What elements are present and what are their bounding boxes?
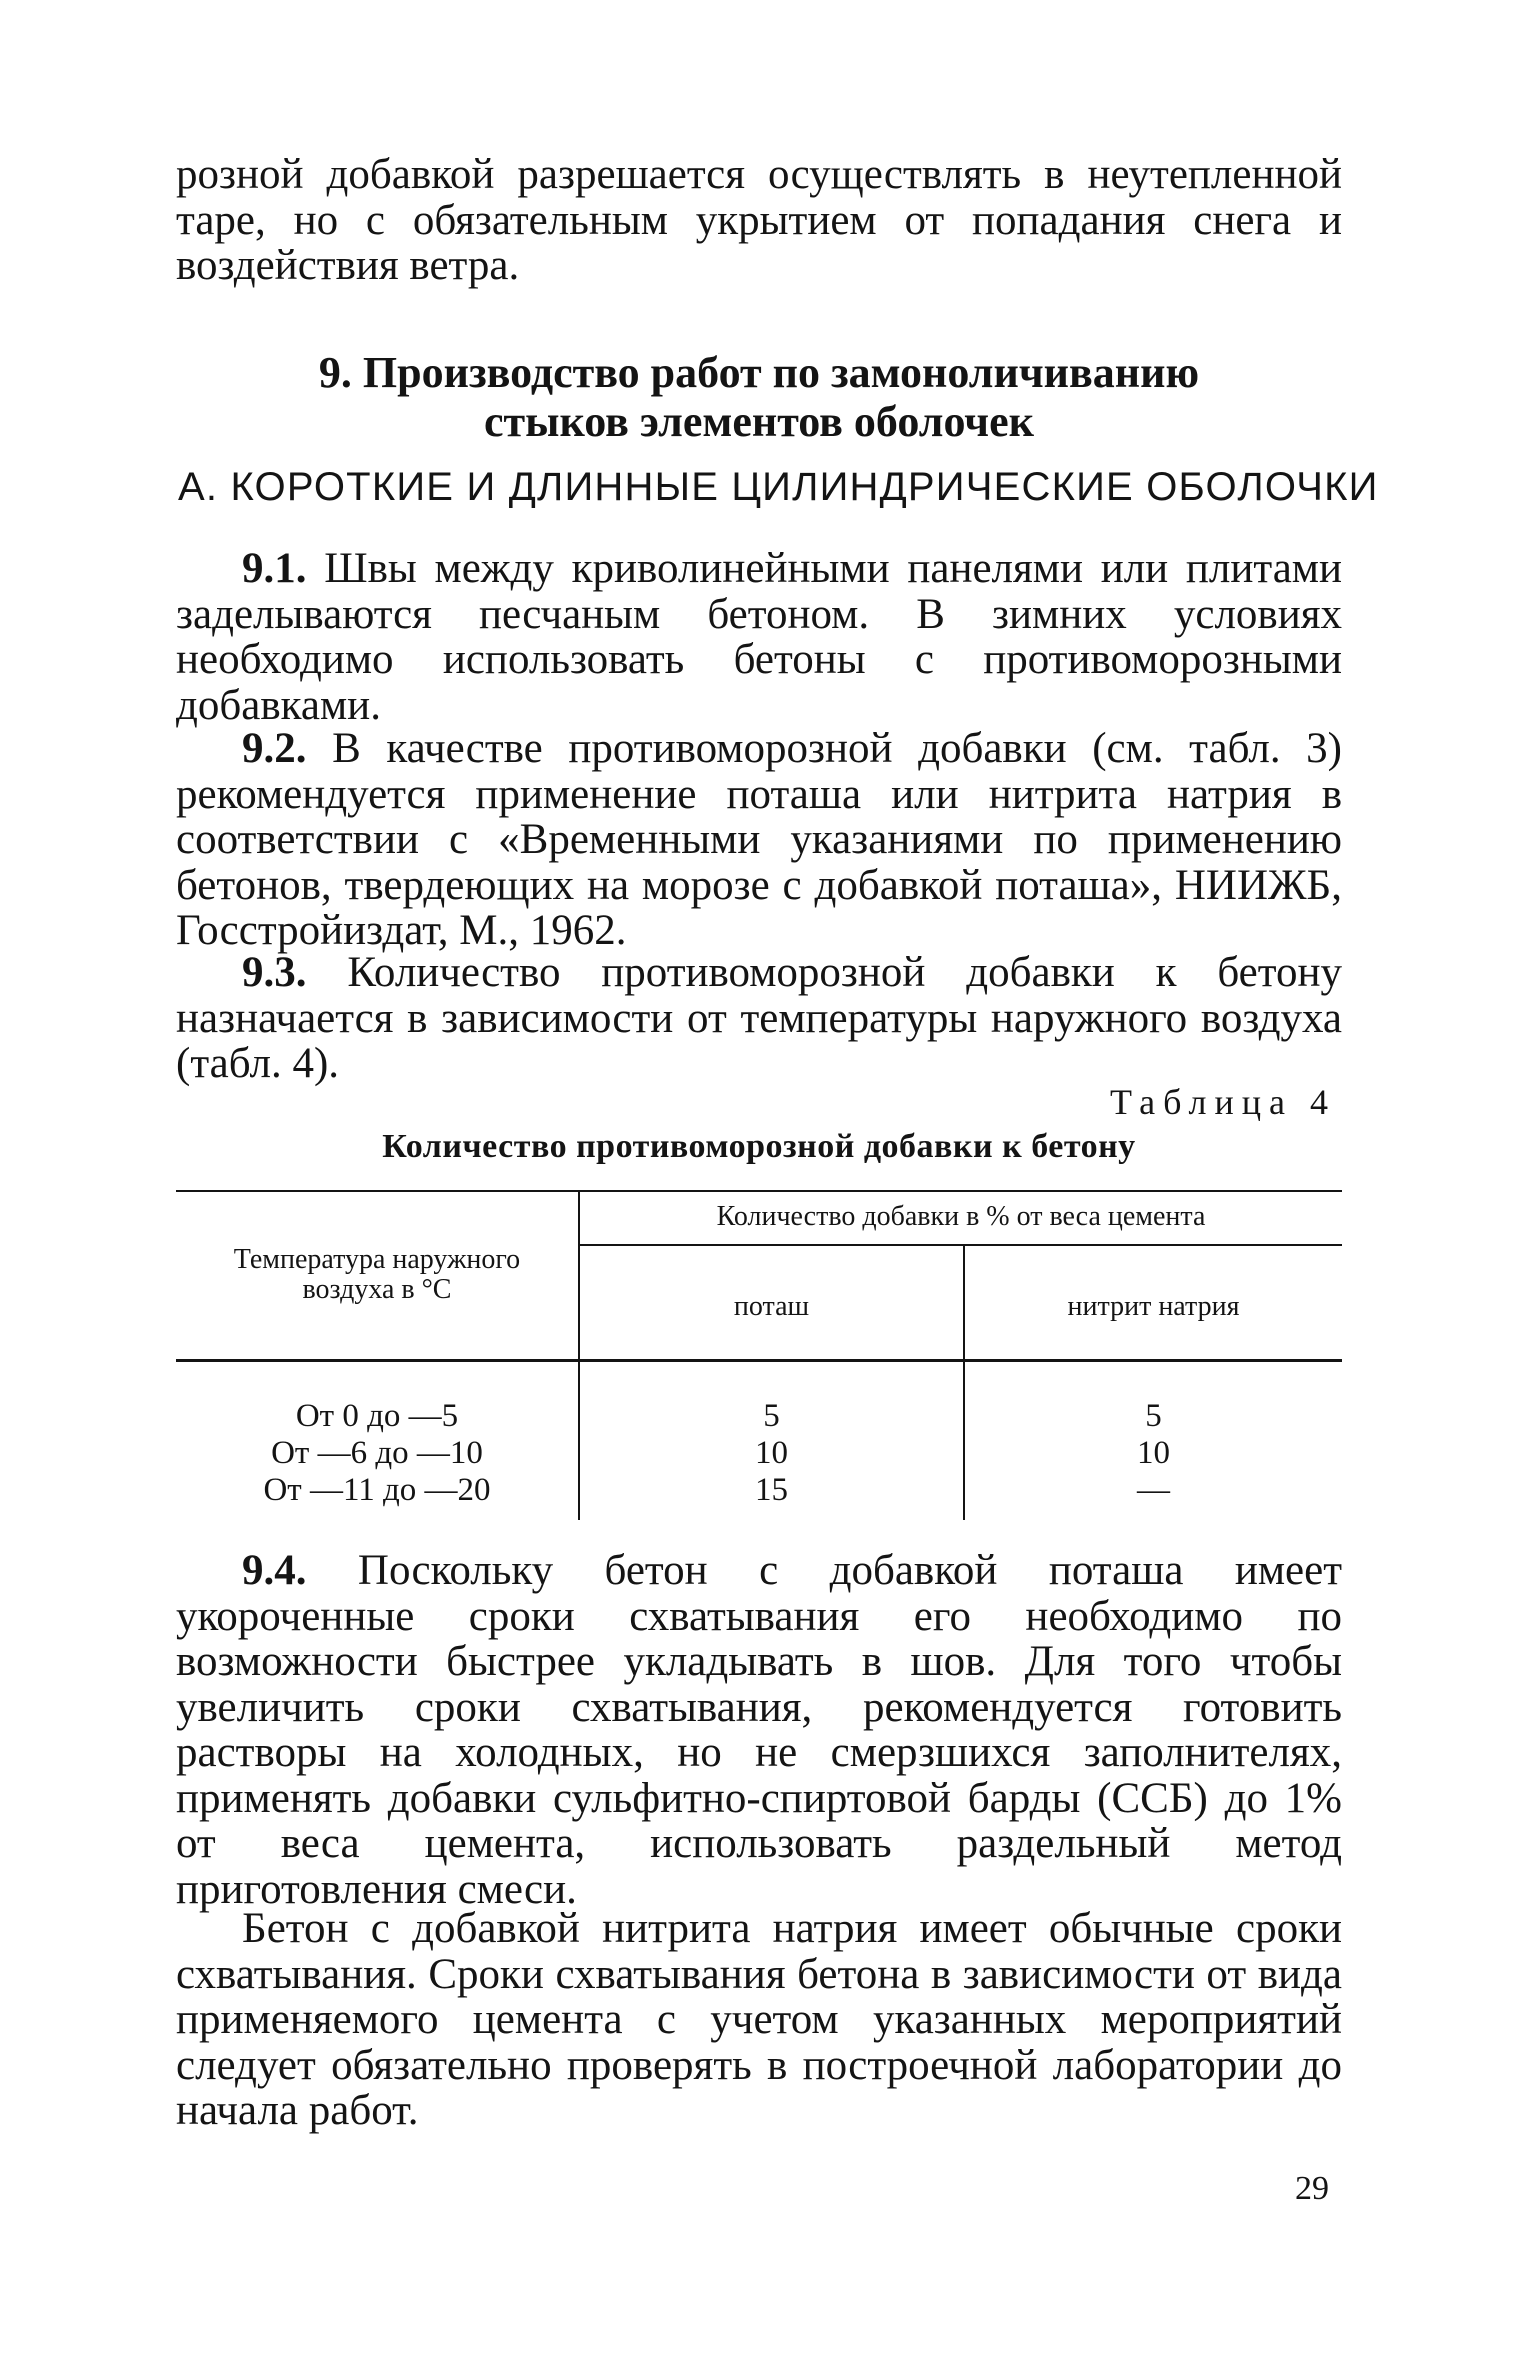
paragraph-number: 9.4. — [242, 1547, 307, 1594]
additive-table — [176, 1190, 1342, 1520]
table-row-temp: От —6 до —10 — [271, 1435, 483, 1471]
paragraph-text: Поскольку бетон с добавкой поташа имеет укороченные сроки схватывания его необходимо по возможности быстрее укладывать в шов. Для того чтобы увеличить сроки схватывания, рекомендуется готовить растворы на холодных, но не смерзшихся заполнителях, применять добавки сульфитно-спиртовой барды (ССБ) до 1% от веса цемента, использовать раздельный метод приготовления смеси. — [176, 1547, 1343, 1913]
table-row-temp: От —11 до —20 — [263, 1472, 491, 1508]
table-row-potash: 15 — [755, 1472, 788, 1508]
paragraph-number: 9.2. — [242, 725, 307, 772]
paragraph-number: 9.3. — [242, 949, 307, 996]
header-temperature-line2: воздуха в °С — [302, 1274, 452, 1305]
paragraph-number: 9.1. — [242, 545, 307, 592]
table-row-potash: 5 — [763, 1398, 780, 1434]
page-number: 29 — [1295, 2170, 1329, 2207]
intro-paragraph: розной добавкой разрешается осуществлять в неутепленной таре, но с обязательным укрытием от попадания снега и воздействия ветра. — [176, 151, 1342, 289]
table-caption: Количество противоморозной добавки к бетону — [382, 1128, 1136, 1165]
header-amount: Количество добавки в % от веса цемента — [716, 1201, 1206, 1232]
table-subheader-rule — [580, 1244, 1342, 1246]
paragraph-text: В качестве противоморозной добавки (см. табл. 3) рекомендуется применение поташа или нитрита натрия в соответствии с «Временными указаниями по применению бетонов, твердеющих на морозе с добавкой поташа», НИИЖБ, Госстройиздат, М., 1962. — [176, 725, 1343, 954]
header-nitrite: нитрит натрия — [1067, 1291, 1240, 1322]
table-row-nitrite: 10 — [1137, 1435, 1170, 1471]
section-heading — [176, 348, 1342, 446]
paragraph-9-3 — [176, 950, 1342, 1087]
header-potash: поташ — [733, 1291, 810, 1322]
header-temperature — [176, 1245, 578, 1305]
table-header-bottom-rule — [176, 1359, 1342, 1362]
table-row-temp: От 0 до —5 — [295, 1398, 459, 1434]
table-row-nitrite: — — [1137, 1472, 1170, 1508]
paragraph-9-4 — [176, 1548, 1342, 1912]
paragraph-9-1 — [176, 546, 1342, 728]
subsection-heading: А. КОРОТКИЕ И ДЛИННЫЕ ЦИЛИНДРИЧЕСКИЕ ОБОЛОЧКИ — [178, 465, 1379, 509]
section-heading-line2: стыков элементов оболочек — [484, 397, 1034, 446]
header-temperature-line1: Температура наружного — [233, 1244, 521, 1275]
paragraph-text: Швы между криволинейными панелями или плитами заделываются песчаным бетоном. В зимних условиях необходимо использовать бетоны с противоморозными добавками. — [176, 545, 1343, 729]
table-row-nitrite: 5 — [1145, 1398, 1162, 1434]
paragraph-text: Количество противоморозной добавки к бетону назначается в зависимости от температуры наружного воздуха (табл. 4). — [176, 949, 1343, 1087]
table-label: Таблица 4 — [1110, 1082, 1336, 1122]
section-heading-line1: 9. Производство работ по замоноличиванию — [318, 348, 1200, 397]
final-paragraph: Бетон с добавкой нитрита натрия имеет обычные сроки схватывания. Сроки схватывания бетона в зависимости от вида применяемого цемента с учетом указанных мероприятий следует обязательно проверять в построечной лаборатории до начала работ. — [176, 1905, 1342, 2134]
table-top-rule — [176, 1190, 1342, 1192]
table-row-potash: 10 — [755, 1435, 788, 1471]
paragraph-9-2 — [176, 726, 1342, 954]
